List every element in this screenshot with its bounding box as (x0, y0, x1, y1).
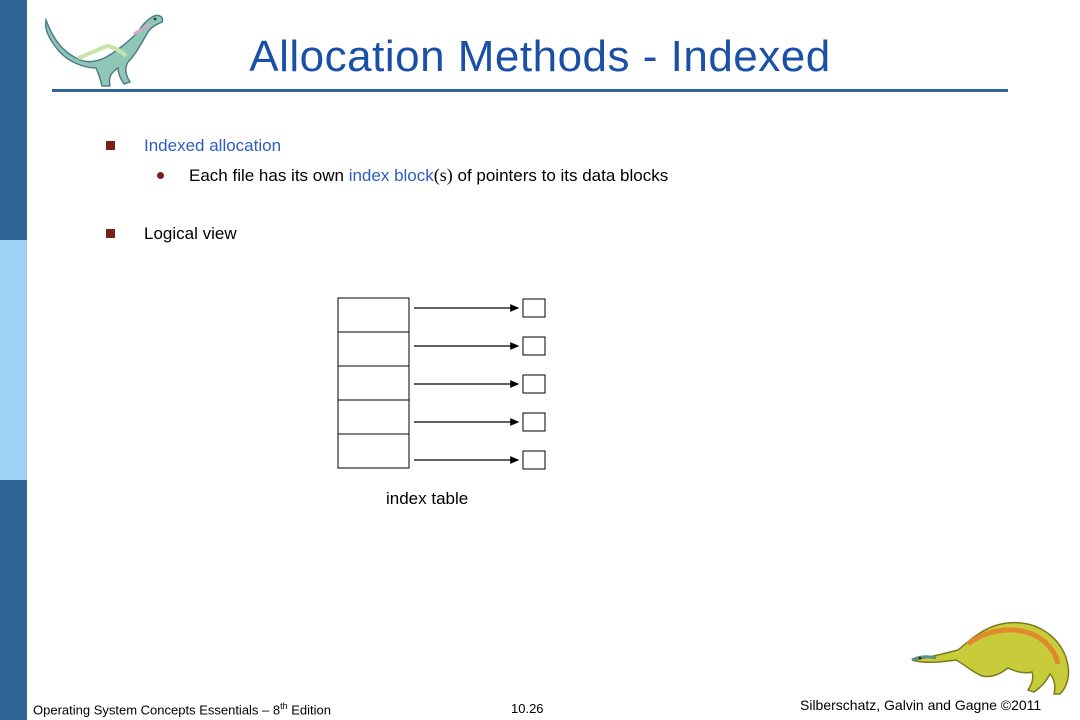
footer-book-title (33, 701, 331, 717)
data-block (523, 413, 545, 431)
slide-title: Allocation Methods - Indexed (249, 32, 831, 81)
data-block (523, 375, 545, 393)
index-entry (338, 298, 409, 332)
index-entry (338, 332, 409, 366)
index-table (338, 298, 409, 468)
pointer-arrows (414, 308, 518, 460)
sub-bullet-index-block (189, 165, 668, 186)
footer-copyright: Silberschatz, Galvin and Gagne ©2011 (800, 697, 1042, 713)
index-table-caption: index table (386, 489, 469, 508)
dinosaur-icon (908, 608, 1076, 700)
bullet-marker (106, 141, 115, 150)
index-entry (338, 400, 409, 434)
sub-bullet-paren: (s) (433, 165, 453, 185)
data-block (523, 299, 545, 317)
index-entry (338, 366, 409, 400)
bullet-indexed-allocation: Indexed allocation (144, 136, 282, 155)
footer-edition-sup: th (280, 701, 288, 711)
footer-page-number: 10.26 (511, 701, 544, 716)
footer-book-suffix: Edition (287, 702, 332, 718)
bullet-logical-view: Logical view (144, 224, 237, 243)
data-block (523, 337, 545, 355)
side-bar-highlight (0, 240, 27, 480)
sub-bullet-text-pre: Each file has its own (189, 166, 349, 185)
data-blocks (523, 299, 545, 469)
index-table-diagram (330, 290, 560, 480)
sub-bullet-marker (157, 172, 164, 179)
bullet-marker (106, 229, 115, 238)
title-underline (52, 89, 1008, 92)
index-entry (338, 434, 409, 468)
sub-bullet-text-post: of pointers to its data blocks (452, 166, 669, 185)
index-block-term: index block (348, 166, 434, 185)
data-block (523, 451, 545, 469)
footer-book-prefix: Operating System Concepts Essentials – 8 (33, 702, 281, 718)
